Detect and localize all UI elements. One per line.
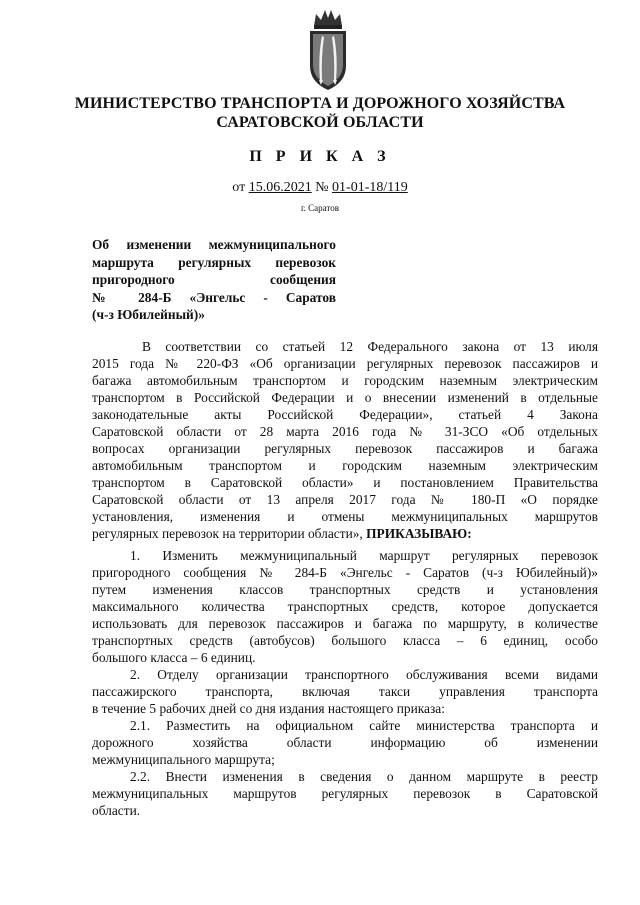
body-line: вопросах организации регулярных перевозок пассажиров и багажа: [92, 441, 598, 456]
document-type-title: П Р И К А З: [249, 148, 391, 165]
body-line: использовать для перевозок пассажиров и багажа по маршруту, в количестве: [92, 616, 598, 631]
order-body: [92, 338, 598, 819]
body-line: 2.2. Внести изменения в сведения о данном маршруте в реестр: [130, 769, 598, 784]
body-line: В соответствии со статьей 12 Федерального закона от 13 июля: [142, 339, 598, 354]
date-prefix: от: [232, 180, 246, 195]
body-line: межмуниципальных маршрутов регулярных перевозок в Саратовской: [92, 786, 598, 801]
subject-line: пригородного сообщения: [92, 272, 336, 287]
city-label: г. Саратов: [301, 203, 339, 213]
body-line: автомобильным транспортом и городским наземным электрическим: [92, 458, 598, 473]
subject-line: (ч-з Юбилейный)»: [92, 307, 205, 322]
body-line: межмуниципального маршрута;: [92, 752, 275, 767]
ministry-name-line1: МИНИСТЕРСТВО ТРАНСПОРТА И ДОРОЖНОГО ХОЗЯЙСТВА: [74, 95, 566, 112]
order-keyword: ПРИКАЗЫВАЮ:: [362, 526, 472, 541]
body-line: Саратовской области от 28 марта 2016 года № 31-ЗСО «Об отдельных: [92, 424, 598, 439]
body-text: регулярных перевозок на территории области»,: [92, 526, 363, 541]
body-line: 2015 года № 220-ФЗ «Об организации регулярных перевозок пассажиров и: [92, 356, 598, 371]
number-prefix: №: [315, 180, 329, 195]
saratov-coat-of-arms-icon: [300, 6, 356, 92]
date-number-line: [0, 180, 640, 196]
document-date: 15.06.2021: [248, 180, 312, 195]
ministry-name: [40, 94, 600, 132]
body-line: 2.1. Разместить на официальном сайте министерства транспорта и: [130, 718, 598, 733]
body-line: Саратовской области от 13 апреля 2017 года № 180-П «О порядке: [92, 492, 598, 507]
body-line: транспортом в Саратовской области» и постановлением Правительства: [92, 475, 598, 490]
body-line: максимального количества транспортных средств, которое допускается: [92, 599, 598, 614]
body-line: транспортных средств (автобусов) большого класса – 6 единиц, особо: [92, 633, 598, 648]
body-line: законодательные акты Российской Федерации», статьей 4 Закона: [92, 407, 598, 422]
body-line: 2. Отделу организации транспортного обслуживания всеми видами: [130, 667, 598, 682]
ministry-name-line2: САРАТОВСКОЙ ОБЛАСТИ: [216, 114, 424, 131]
body-line: путем изменения классов транспортных средств и установления: [92, 582, 598, 597]
document-number: 01-01-18/119: [332, 180, 408, 195]
body-line: в течение 5 рабочих дней со дня издания настоящего приказа:: [92, 701, 445, 716]
body-line: установления, изменения и отмены межмуниципальных маршрутов: [92, 509, 598, 524]
subject-line: маршрута регулярных перевозок: [92, 254, 336, 270]
body-line: [92, 525, 598, 542]
subject-line: № 284-Б «Энгельс - Саратов: [92, 289, 336, 305]
body-line: багажа автомобильным транспортом и городским наземным электрическим: [92, 373, 598, 388]
body-line: пассажирского транспорта, включая такси управления транспорта: [92, 684, 598, 699]
body-line: пригородного сообщения № 284-Б «Энгельс - Саратов (ч-з Юбилейный)»: [92, 565, 598, 580]
body-line: дорожного хозяйства области информацию об изменении: [92, 735, 598, 750]
body-line: области.: [92, 803, 141, 818]
body-line: 1. Изменить межмуниципальный маршрут регулярных перевозок: [130, 548, 598, 563]
body-line: большого класса – 6 единиц.: [92, 650, 256, 665]
order-subject: [92, 236, 336, 324]
subject-line: Об изменении межмуниципального: [92, 237, 336, 252]
body-line: транспортом в Российской Федерации и о внесении изменений в отдельные: [92, 390, 598, 405]
